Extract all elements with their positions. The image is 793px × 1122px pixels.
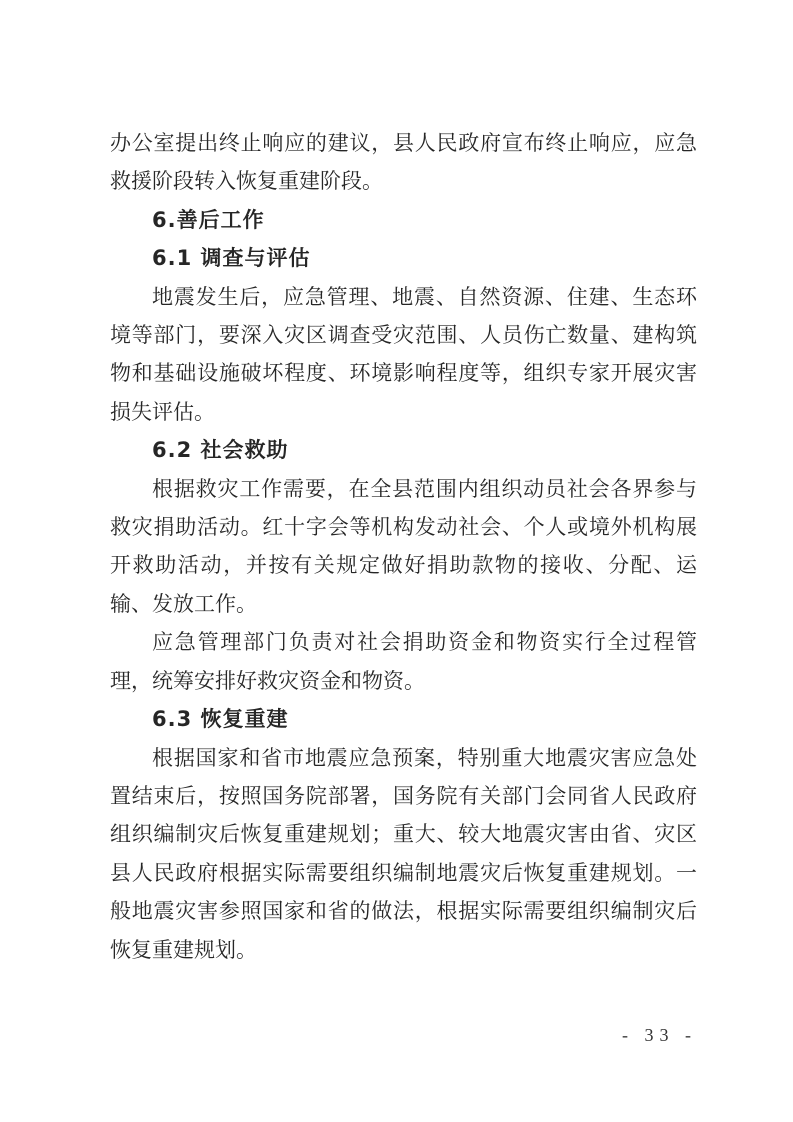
page-number: - 33 -: [622, 1025, 697, 1045]
section-6-3-paragraph: 根据国家和省市地震应急预案，特别重大地震灾害应急处置结束后，按照国务院部署，国务院有关部门会同省人民政府组织编制灾后恢复重建规划；重大、较大地震灾害由省、灾区县人民政府根据实际需要组织编制地震灾后恢复重建规划。一般地震灾害参照国家和省的做法，根据实际需要组织编制灾后恢复重建规划。: [110, 745, 697, 962]
section-6-3-title: 6.3 恢复重建: [152, 707, 289, 732]
section-6-2-paragraph-1: 根据救灾工作需要，在全县范围内组织动员社会各界参与救灾捐助活动。红十字会等机构发动社会、个人或境外机构展开救助活动，并按有关规定做好捐助款物的接收、分配、运输、发放工作。: [110, 476, 697, 616]
section-6-2-paragraph-2: 应急管理部门负责对社会捐助资金和物资实行全过程管理，统筹安排好救灾资金和物资。: [110, 630, 697, 693]
section-6-title: 6.善后工作: [152, 207, 265, 232]
intro-paragraph: 办公室提出终止响应的建议，县人民政府宣布终止响应，应急救援阶段转入恢复重建阶段。: [110, 131, 697, 194]
section-6-2-title: 6.2 社会救助: [152, 438, 289, 463]
section-6-1-title: 6.1 调查与评估: [152, 246, 311, 271]
section-6-1-paragraph: 地震发生后，应急管理、地震、自然资源、住建、生态环境等部门，要深入灾区调查受灾范围、人员伤亡数量、建构筑物和基础设施破坏程度、环境影响程度等，组织专家开展灾害损失评估。: [110, 284, 697, 424]
